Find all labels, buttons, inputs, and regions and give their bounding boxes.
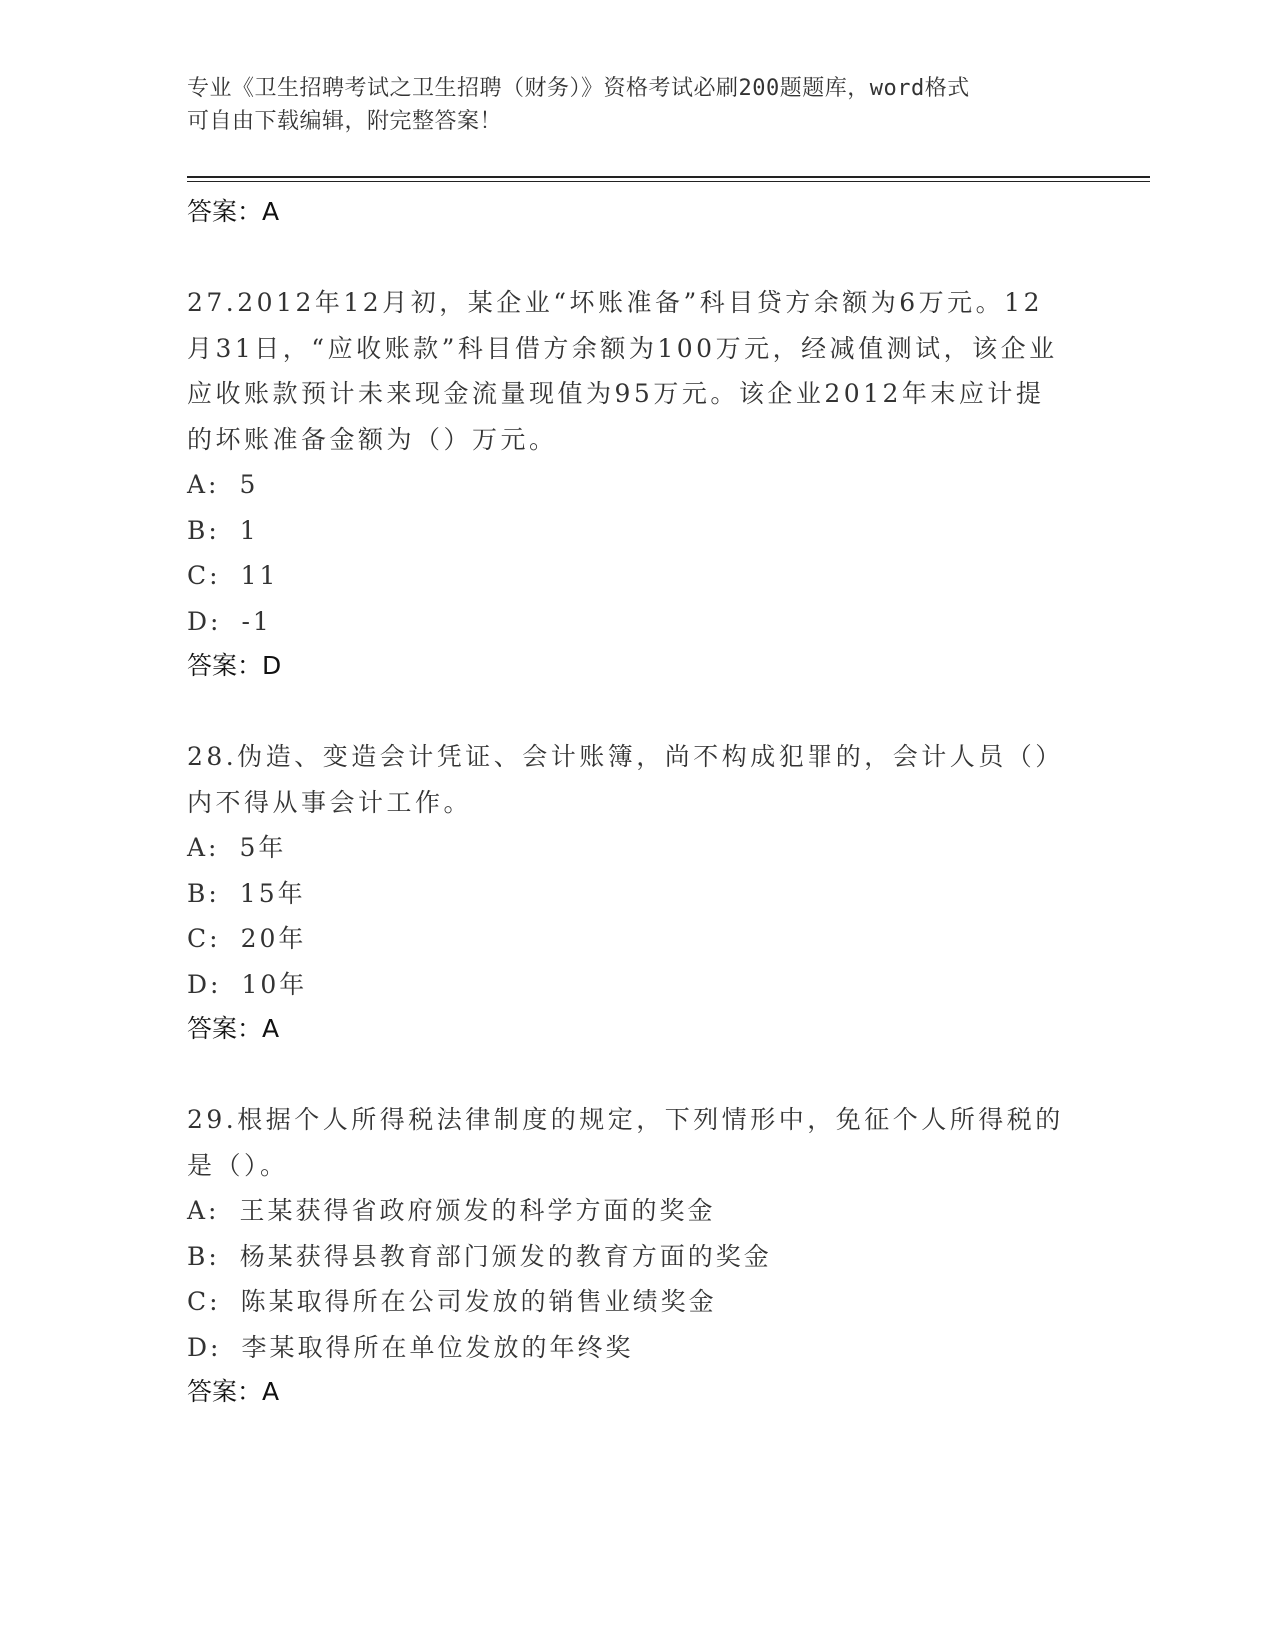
question-answer: [187, 1370, 1087, 1414]
option-d: [187, 599, 1087, 645]
option-letter: D:: [187, 969, 222, 999]
option-a: [187, 462, 1087, 508]
option-text: 20年: [240, 924, 307, 953]
answer-label: 答案：: [187, 197, 263, 226]
header-rule-thick: [187, 176, 1150, 178]
question-text: 29.根据个人所得税法律制度的规定，下列情形中，免征个人所得税的是（）。: [187, 1105, 1064, 1180]
option-text: 11: [240, 561, 279, 590]
question-29: [187, 1097, 1087, 1414]
option-text: 陈某取得所在公司发放的销售业绩奖金: [240, 1287, 717, 1316]
option-text: 1: [239, 515, 259, 545]
option-c: [187, 916, 1087, 962]
option-letter: D:: [187, 1332, 222, 1362]
option-text: 李某取得所在单位发放的年终奖: [241, 1332, 634, 1362]
option-b: [187, 508, 1087, 554]
answer-value: A: [262, 1014, 280, 1043]
option-c: [187, 553, 1087, 599]
answer-value: A: [262, 1377, 280, 1406]
question-answer: [187, 644, 1087, 688]
option-text: -1: [241, 606, 272, 636]
option-letter: A:: [187, 470, 220, 499]
option-letter: C:: [187, 561, 221, 590]
option-letter: C:: [187, 1287, 221, 1316]
header-line-2: 可自由下载编辑，附完整答案！: [187, 109, 503, 134]
option-a: [187, 1188, 1087, 1234]
document-header: [187, 72, 1067, 138]
option-text: 15年: [239, 878, 306, 908]
answer-label: 答案：: [187, 651, 263, 680]
answer-value: A: [262, 197, 280, 226]
answer-value: D: [262, 651, 282, 680]
question-28: [187, 734, 1087, 1051]
header-rule-thin: [187, 181, 1150, 182]
option-letter: B:: [187, 1241, 220, 1271]
option-text: 10年: [241, 969, 308, 999]
question-27: [187, 280, 1087, 688]
option-text: 王某获得省政府颁发的科学方面的奖金: [239, 1196, 716, 1225]
answer-label: 答案：: [187, 1014, 263, 1043]
option-b: [187, 871, 1087, 917]
option-letter: B:: [187, 878, 220, 908]
previous-question-answer: [187, 190, 1087, 234]
option-text: 杨某获得县教育部门颁发的教育方面的奖金: [239, 1241, 772, 1271]
question-text: 28.伪造、变造会计凭证、会计账簿，尚不构成犯罪的，会计人员（）内不得从事会计工作。: [187, 742, 1064, 817]
option-text: 5年: [239, 833, 287, 862]
option-a: [187, 825, 1087, 871]
option-letter: B:: [187, 515, 220, 545]
option-letter: D:: [187, 606, 222, 636]
header-line-1: 专业《卫生招聘考试之卫生招聘（财务）》资格考试必刷200题题库，word格式: [187, 76, 970, 101]
option-text: 5: [239, 470, 259, 499]
option-c: [187, 1279, 1087, 1325]
option-d: [187, 1325, 1087, 1371]
document-content: [187, 190, 1087, 1414]
option-letter: A:: [187, 1196, 220, 1225]
option-d: [187, 962, 1087, 1008]
question-text: 27.2012年12月初，某企业“坏账准备”科目贷方余额为6万元。12月31日，“应收账款”科目借方余额为100万元，经减值测试，该企业应收账款预计未来现金流量现值为95万元。该企业2012年末应计提的坏账准备金额为（）万元。: [187, 288, 1058, 454]
option-b: [187, 1234, 1087, 1280]
option-letter: A:: [187, 833, 220, 862]
answer-label: 答案：: [187, 1377, 263, 1406]
question-answer: [187, 1007, 1087, 1051]
option-letter: C:: [187, 924, 221, 953]
